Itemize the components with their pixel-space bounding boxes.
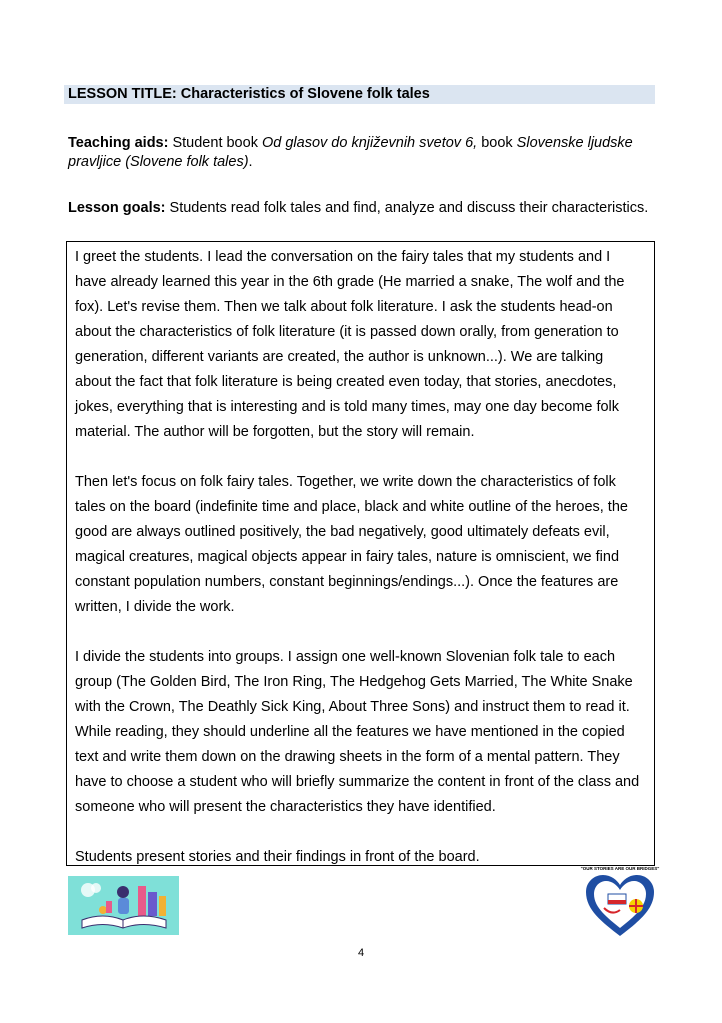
lesson-goals <box>68 199 656 218</box>
logo-slogan: "OUR STORIES ARE OUR BRIDGES" <box>580 866 660 871</box>
text-line: Then let's focus on folk fairy tales. Together, we write down the characteristics of folk <box>75 474 616 490</box>
text-line: tales on the board (indefinite time and place, black and white outline of the heroes, the <box>75 499 628 515</box>
text-line: someone who will present the characteristics they have identified. <box>75 799 496 815</box>
teaching-aids-text-3: . <box>248 154 253 170</box>
project-logo <box>580 866 660 938</box>
lesson-goals-text: Students read folk tales and find, analyze and discuss their characteristics. <box>165 200 649 216</box>
text-line: group (The Golden Bird, The Iron Ring, The Hedgehog Gets Married, The White Snake <box>75 674 633 690</box>
text-line: material. The author will be forgotten, but the story will remain. <box>75 424 475 440</box>
teaching-aids-label: Teaching aids: <box>68 135 169 151</box>
text-line: magical creatures, magical objects appear in fairy tales, nature is omniscient, we find <box>75 549 620 565</box>
teaching-aids-text-1: Student book <box>168 135 262 151</box>
paragraph-groups <box>75 645 646 820</box>
reading-illustration <box>68 876 179 935</box>
text-line: about the characteristics of folk literature (it is passed down orally, from generation to <box>75 324 619 340</box>
text-line: have already learned this year in the 6th grade (He married a snake, The wolf and the <box>75 274 625 290</box>
text-line: I divide the students into groups. I assign one well-known Slovenian folk tale to each <box>75 649 616 665</box>
text-line: While reading, they should underline all the features we have mentioned in the copied <box>75 724 625 740</box>
text-line: with the Crown, The Deathly Sick King, About Three Sons) and instruct them to read it. <box>75 699 630 715</box>
lesson-goals-label: Lesson goals: <box>68 200 166 216</box>
text-line: jokes, everything that is interesting and is told many times, may one day become folk <box>75 399 620 415</box>
text-line: written, I divide the work. <box>75 599 235 615</box>
teaching-aids-book-2: Slovenske ljudske pravljice (Slovene folk tales) <box>68 135 633 170</box>
text-line: generation, different variants are created, the author is unknown...). We are talking <box>75 349 604 365</box>
teaching-aids <box>68 134 656 172</box>
text-line: have to choose a student who will briefly summarize the content in front of the class and <box>75 774 640 790</box>
text-line: good are always outlined positively, the bad negatively, good ultimately defeats evil, <box>75 524 610 540</box>
page-number: 4 <box>357 947 365 959</box>
text-line: about the fact that folk literature is being created even today, that stories, anecdotes, <box>75 374 617 390</box>
teaching-aids-text-2: book <box>477 135 517 151</box>
text-line: fox). Let's revise them. Then we talk about folk literature. I ask the students head-on <box>75 299 613 315</box>
teaching-aids-book-1: Od glasov do književnih svetov 6, <box>261 135 478 151</box>
paragraph-presentation: Students present stories and their findings in front of the board. <box>75 849 480 865</box>
heart-icon <box>580 866 660 938</box>
lesson-title: LESSON TITLE: Characteristics of Slovene folk tales <box>64 85 655 104</box>
text-line: text and write them down on the drawing sheets in the form of a mental pattern. They <box>75 749 620 765</box>
text-line: constant population numbers, constant beginnings/endings...). Once the features are <box>75 574 619 590</box>
paragraph-folk-tales <box>75 470 646 620</box>
lesson-description-box <box>66 241 655 866</box>
text-line: I greet the students. I lead the conversation on the fairy tales that my students and I <box>75 249 611 265</box>
paragraph-intro <box>75 245 646 445</box>
open-book-icon <box>68 876 179 935</box>
